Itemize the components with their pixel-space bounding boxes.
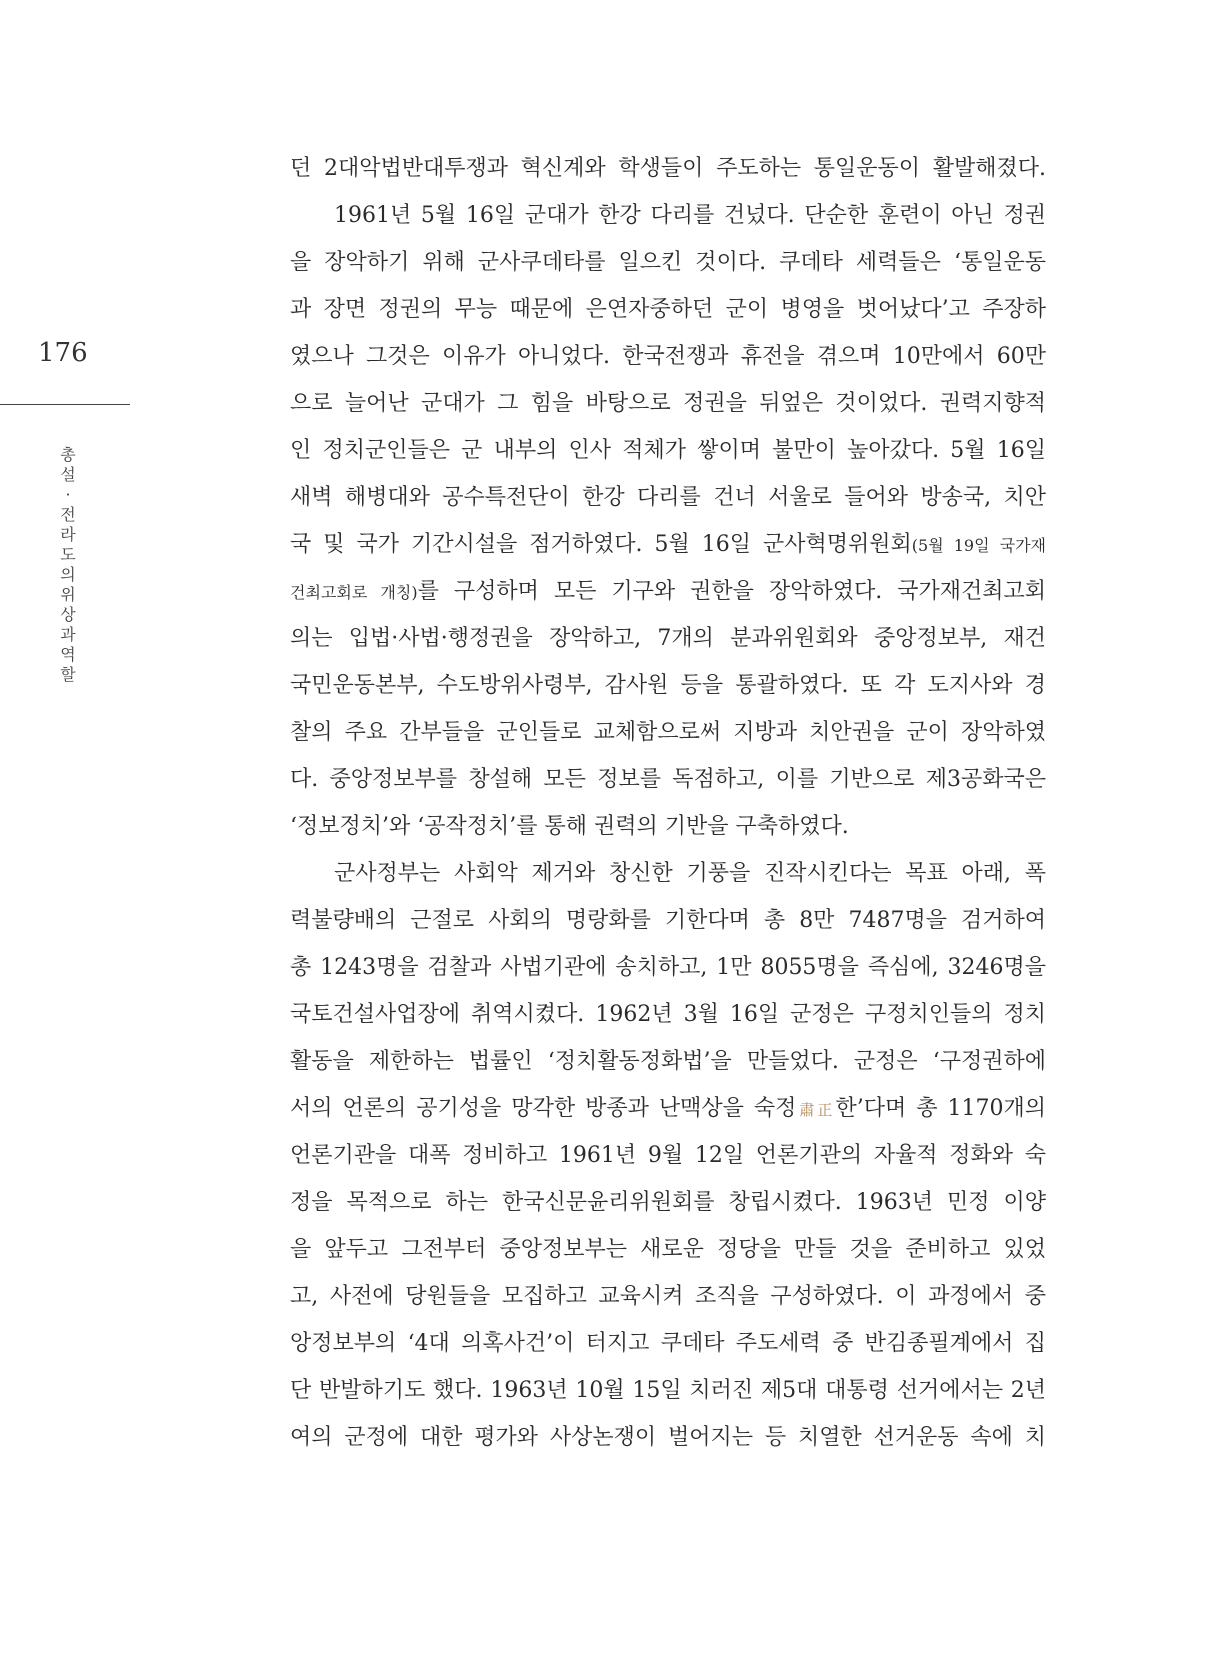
- text-line: 새벽 해병대와 공수특전단이 한강 다리를 건너 서울로 들어와 방송국, 치안: [290, 485, 1046, 510]
- text-line: 단 반발하기도 했다. 1963년 10월 15일 치러진 제5대 대통령 선거에서는 2년: [290, 1378, 1046, 1403]
- text-line: 1961년 5월 16일 군대가 한강 다리를 건넜다. 단순한 훈련이 아닌 정권: [334, 203, 1046, 228]
- chapter-label-char: 상: [60, 605, 76, 624]
- chapter-label-char: 도: [60, 545, 76, 564]
- text-line: 던 2대악법반대투쟁과 혁신계와 학생들이 주도하는 통일운동이 활발해졌다.: [290, 156, 1046, 181]
- text-line: 을 앞두고 그전부터 중앙정보부는 새로운 정당을 만들 것을 준비하고 있었: [290, 1237, 1046, 1262]
- page-number: 176: [38, 338, 88, 368]
- text-line: 을 장악하기 위해 군사쿠데타를 일으킨 것이다. 쿠데타 세력들은 ‘통일운동: [290, 250, 1046, 275]
- chapter-label: [57, 445, 79, 685]
- text-line: [290, 521, 1046, 568]
- chapter-label-char: 역: [60, 645, 76, 664]
- margin-divider: [0, 404, 130, 405]
- chapter-label-char: 라: [60, 525, 76, 544]
- text-line: 총 1243명을 검찰과 사법기관에 송치하고, 1만 8055명을 즉심에, 3246명을: [290, 955, 1046, 980]
- text-segment: 를 구성하며 모든 기구와 권한을 장악하였다. 국가재건최고회: [417, 579, 1046, 604]
- text-line: 국민운동본부, 수도방위사령부, 감사원 등을 통괄하였다. 또 각 도지사와 경: [290, 673, 1046, 698]
- text-line: 고, 사전에 당원들을 모집하고 교육시켜 조직을 구성하였다. 이 과정에서 중: [290, 1284, 1046, 1309]
- body-text: [290, 145, 1046, 1461]
- text-line: 찰의 주요 간부들을 군인들로 교체함으로써 지방과 치안권을 군이 장악하였: [290, 720, 1046, 745]
- text-line: 군사정부는 사회악 제거와 창신한 기풍을 진작시킨다는 목표 아래, 폭: [334, 861, 1046, 886]
- hanja-gloss: 肅正: [796, 1101, 836, 1119]
- text-line: 여의 군정에 대한 평가와 사상논쟁이 벌어지는 등 치열한 선거운동 속에 치: [290, 1425, 1046, 1450]
- text-line: 활동을 제한하는 법률인 ‘정치활동정화법’을 만들었다. 군정은 ‘구정권하에: [290, 1049, 1046, 1074]
- text-segment: 서의 언론의 공기성을 망각한 방종과 난맥상을 숙정: [290, 1096, 797, 1121]
- text-line: 였으나 그것은 이유가 아니었다. 한국전쟁과 휴전을 겪으며 10만에서 60만: [290, 344, 1046, 369]
- chapter-label-char: 과: [60, 625, 76, 644]
- text-line: ‘정보정치’와 ‘공작정치’를 통해 권력의 기반을 구축하였다.: [290, 814, 849, 839]
- text-line: 다. 중앙정보부를 창설해 모든 정보를 독점하고, 이를 기반으로 제3공화국은: [290, 767, 1046, 792]
- chapter-label-char: 전: [60, 505, 76, 524]
- text-segment: 국 및 국가 기간시설을 점거하였다. 5월 16일 군사혁명위원회: [290, 532, 912, 557]
- text-line: 정을 목적으로 하는 한국신문윤리위원회를 창립시켰다. 1963년 민정 이양: [290, 1190, 1046, 1215]
- chapter-label-text: [57, 445, 79, 685]
- chapter-label-char: 설: [60, 465, 76, 484]
- chapter-label-char: ·: [65, 485, 71, 504]
- chapter-label-char: 할: [60, 665, 76, 684]
- text-line: 력불량배의 근절로 사회의 명랑화를 기한다며 총 8만 7487명을 검거하여: [290, 908, 1046, 933]
- text-line: 의는 입법·사법·행정권을 장악하고, 7개의 분과위원회와 중앙정보부, 재건: [290, 626, 1046, 651]
- text-segment: 한’다며 총 1170개의: [835, 1096, 1046, 1121]
- text-line: [290, 568, 1046, 615]
- text-line: 으로 늘어난 군대가 그 힘을 바탕으로 정권을 뒤엎은 것이었다. 권력지향적: [290, 391, 1046, 416]
- chapter-label-char: 의: [60, 565, 76, 584]
- chapter-label-char: 총: [60, 445, 76, 464]
- text-line: [290, 1085, 1046, 1132]
- text-line: 인 정치군인들은 군 내부의 인사 적체가 쌓이며 불만이 높아갔다. 5월 16일: [290, 438, 1046, 463]
- text-line: 과 장면 정권의 무능 때문에 은연자중하던 군이 병영을 벗어났다’고 주장하: [290, 297, 1046, 322]
- chapter-label-char: 위: [60, 585, 76, 604]
- inline-note-text: 건최고회로 개칭: [290, 583, 412, 602]
- inline-note: (5월 19일 국가재: [911, 536, 1046, 555]
- inline-note: 건최고회로 개칭): [290, 583, 418, 602]
- text-line: 언론기관을 대폭 정비하고 1961년 9월 12일 언론기관의 자율적 정화와 숙: [290, 1143, 1046, 1168]
- text-line: 국토건설사업장에 취역시켰다. 1962년 3월 16일 군정은 구정치인들의 정치: [290, 1002, 1046, 1027]
- text-line: 앙정보부의 ‘4대 의혹사건’이 터지고 쿠데타 주도세력 중 반김종필계에서 집: [290, 1331, 1046, 1356]
